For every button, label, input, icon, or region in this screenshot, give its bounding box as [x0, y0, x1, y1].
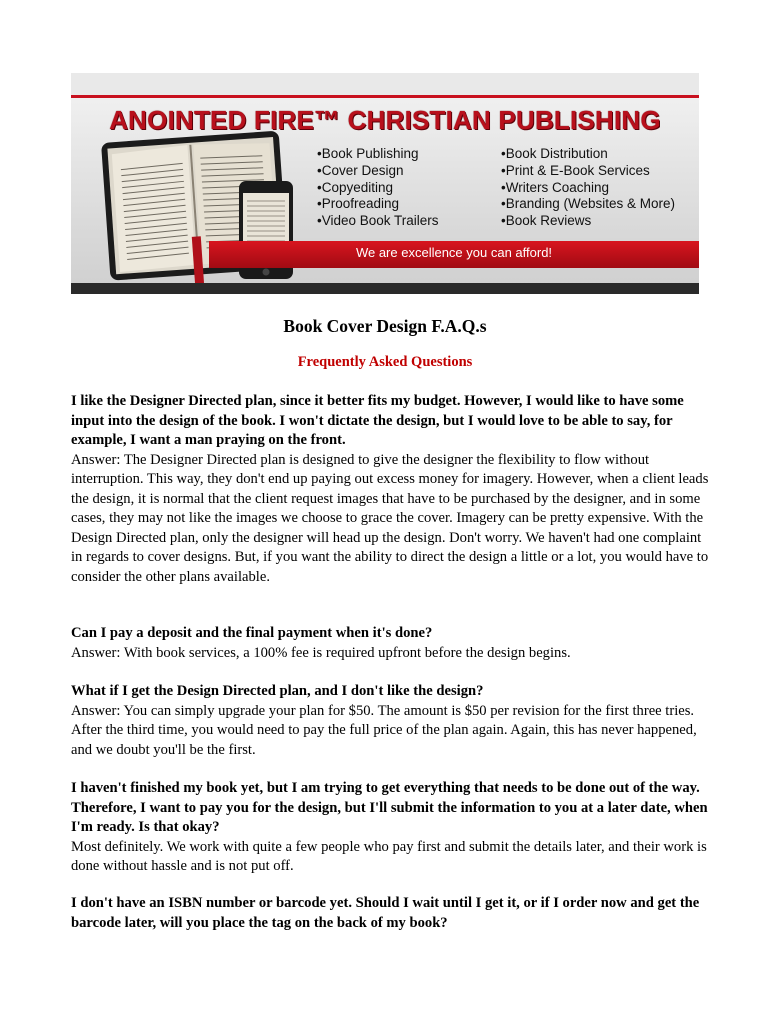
- document-title: Book Cover Design F.A.Q.s: [283, 316, 487, 336]
- service-item: •Book Distribution: [501, 146, 608, 161]
- faq-question: I like the Designer Directed plan, since it better fits my budget. However, I would like to have some input into the design of the book. I won't dictate the design, but I would love to be able to say, for example, I want a man praying on the front.: [71, 393, 684, 448]
- faq-item-2: [71, 624, 711, 663]
- faq-answer: Answer: With book services, a 100% fee is required upfront before the design begins.: [71, 644, 571, 661]
- faq-question: Can I pay a deposit and the final payment when it's done?: [71, 625, 433, 641]
- document-subtitle: Frequently Asked Questions: [297, 354, 473, 370]
- faq-item-5: [71, 894, 711, 933]
- service-item: •Writers Coaching: [501, 179, 610, 195]
- faq-item-3: [71, 682, 711, 760]
- service-item: •Book Publishing: [317, 146, 419, 161]
- banner-bottom-bar: [71, 283, 699, 294]
- service-item: •Copyediting: [317, 179, 394, 195]
- tagline: We are excellence you can afford!: [355, 245, 553, 260]
- service-item: •Book Reviews: [501, 213, 592, 229]
- service-item: •Cover Design: [317, 162, 404, 178]
- service-item: •Branding (Websites & More): [501, 196, 676, 212]
- faq-question: I haven't finished my book yet, but I am trying to get everything that needs to be done out of the way. Therefore, I want to pay you for the design, but I'll submit the information to you at a later date, when I'm ready. Is that okay?: [71, 780, 708, 835]
- faq-question: I don't have an ISBN number or barcode yet. Should I wait until I get it, or if I order now and get the barcode later, will you place the tag on the back of my book?: [71, 895, 700, 931]
- service-item: •Video Book Trailers: [317, 213, 439, 229]
- faq-question: What if I get the Design Directed plan, and I don't like the design?: [71, 683, 484, 699]
- faq-item-1: [71, 392, 711, 587]
- services-list-right: [501, 146, 675, 230]
- faq-answer: Answer: The Designer Directed plan is designed to give the designer the flexibility to flow without interruption. This way, they don't end up paying out excess money for imagery. However, when a client leads the design, it is normal that the client request images that have to be purchased by the designer, and in some cases, they may not like the images we choose to grace the cover. Imagery can be pretty expensive. With the Design Directed plan, only the designer will head up the design. Don't worry. We haven't had one complaint in regards to cover designs. But, if you want the ability to direct the design a little or a lot, you would have to consider the other plans available.: [71, 451, 709, 585]
- services-list-left: [317, 146, 439, 230]
- service-item: •Print & E-Book Services: [501, 162, 650, 178]
- faq-answer: Most definitely. We work with quite a few people who pay first and submit the details later, and their work is done without hassle and is not put off.: [71, 838, 707, 874]
- service-item: •Proofreading: [317, 196, 400, 212]
- banner-title: ANOINTED FIRE™ CHRISTIAN PUBLISHING: [109, 105, 661, 135]
- faq-item-4: [71, 779, 711, 877]
- header-banner: [71, 73, 699, 294]
- faq-answer: Answer: You can simply upgrade your plan for $50. The amount is $50 per revision for the first three tries. After the third time, you would need to pay the full price of the plan again. Again, this has never happened, and we doubt you'll be the first.: [71, 702, 697, 758]
